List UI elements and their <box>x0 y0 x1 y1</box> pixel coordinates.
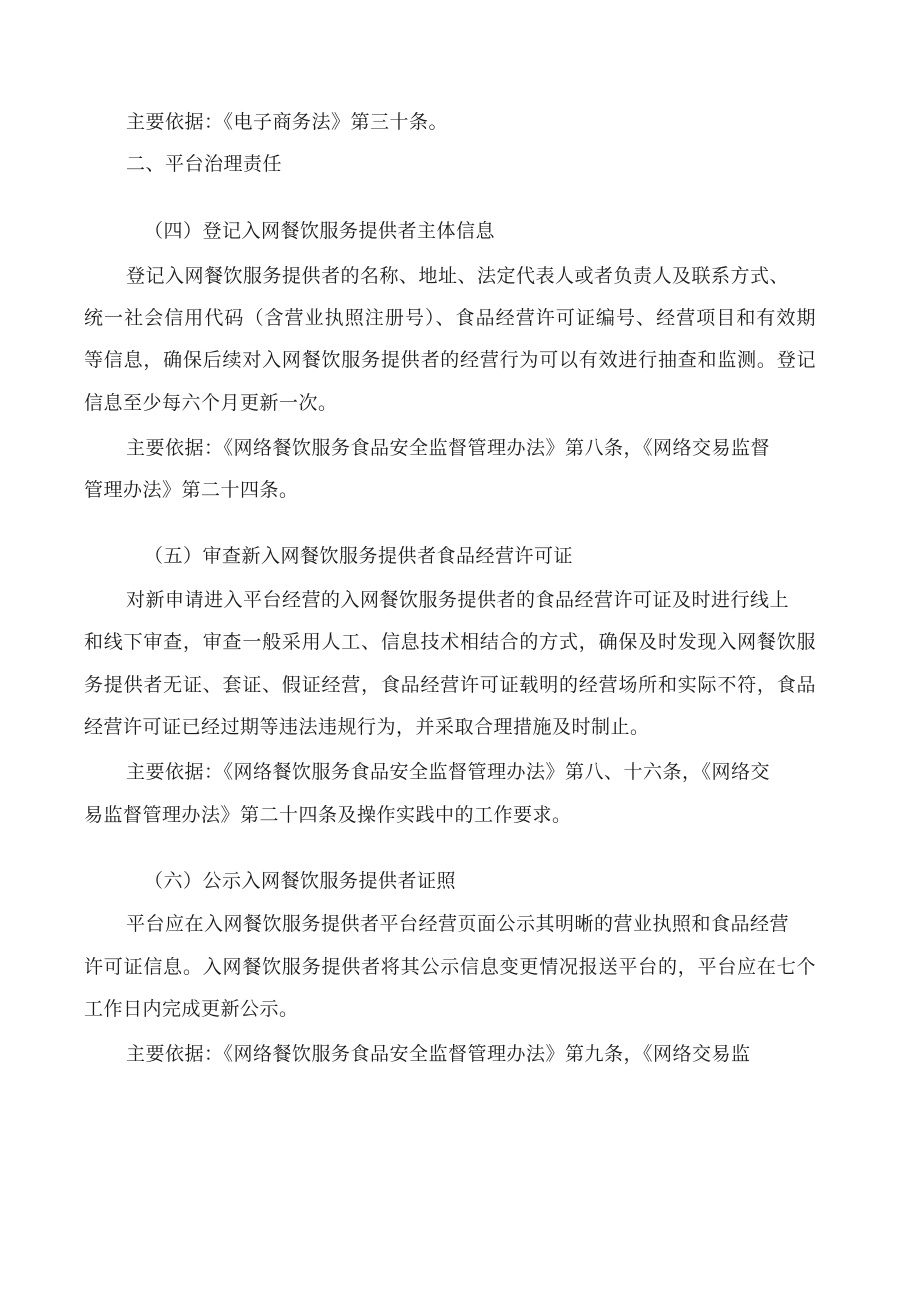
subsection-heading-6: （六）公示入网餐饮服务提供者证照 <box>144 870 457 892</box>
paragraph-line: 许可证信息。入网餐饮服务提供者将其公示信息变更情况报送平台的，平台应在七个 <box>84 956 816 978</box>
paragraph-line: 经营许可证已经过期等违法违规行为，并采取合理措施及时制止。 <box>84 716 650 738</box>
subsection-heading-5: （五）审查新入网餐饮服务提供者食品经营许可证 <box>144 545 574 567</box>
basis-line: 易监督管理办法》第二十四条及操作实践中的工作要求。 <box>84 804 572 826</box>
paragraph-line: 平台应在入网餐饮服务提供者平台经营页面公示其明晰的营业执照和食品经营 <box>126 913 790 935</box>
paragraph-line: 统一社会信用代码（含营业执照注册号）、食品经营许可证编号、经营项目和有效期 <box>84 307 816 329</box>
paragraph-line: 等信息，确保后续对入网餐饮服务提供者的经营行为可以有效进行抽查和监测。登记 <box>84 349 816 371</box>
subsection-heading-4: （四）登记入网餐饮服务提供者主体信息 <box>144 220 496 242</box>
basis-line: 主要依据：《网络餐饮服务食品安全监督管理办法》第八条，《网络交易监督 <box>126 437 771 459</box>
basis-line: 主要依据：《网络餐饮服务食品安全监督管理办法》第九条，《网络交易监 <box>126 1043 751 1065</box>
basis-line: 主要依据：《网络餐饮服务食品安全监督管理办法》第八、十六条，《网络交 <box>126 761 771 783</box>
paragraph-line: 信息至少每六个月更新一次。 <box>84 392 338 414</box>
basis-line-1: 主要依据：《电子商务法》第三十条。 <box>126 111 449 133</box>
paragraph-line: 对新申请进入平台经营的入网餐饮服务提供者的食品经营许可证及时进行线上 <box>126 589 790 611</box>
paragraph-line: 务提供者无证、套证、假证经营，食品经营许可证载明的经营场所和实际不符，食品 <box>84 674 816 696</box>
paragraph-line: 工作日内完成更新公示。 <box>84 998 299 1020</box>
paragraph-line: 和线下审查，审查一般采用人工、信息技术相结合的方式，确保及时发现入网餐饮服 <box>84 631 816 653</box>
paragraph-line: 登记入网餐饮服务提供者的名称、地址、法定代表人或者负责人及联系方式、 <box>126 265 790 287</box>
section-heading: 二、平台治理责任 <box>126 153 283 175</box>
basis-line: 管理办法》第二十四条。 <box>84 479 299 501</box>
